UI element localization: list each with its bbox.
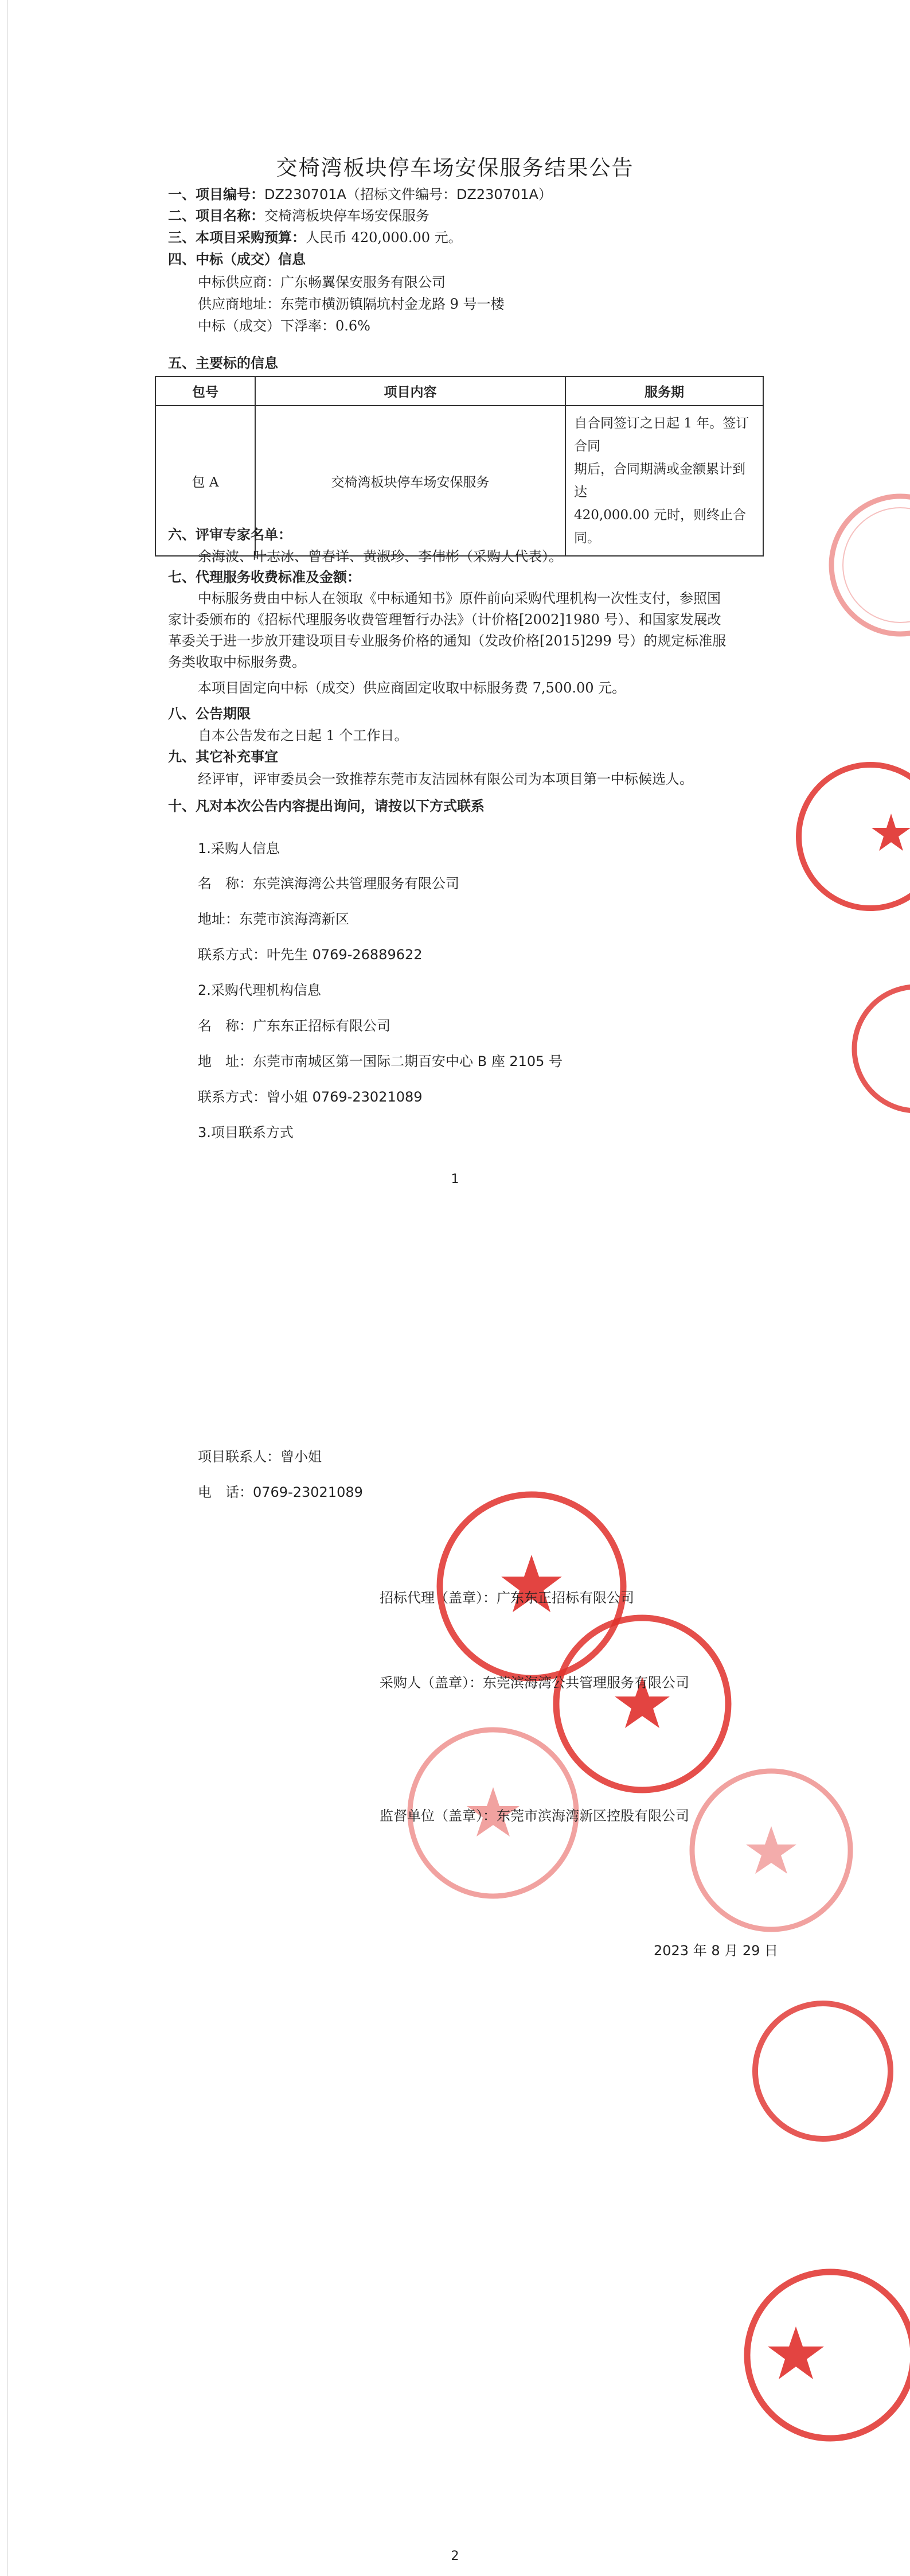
seal-stamp-partial — [790, 756, 910, 917]
scan-edge — [7, 1288, 8, 2576]
package-cell: 包 A — [155, 406, 255, 556]
section-award-heading: 四、中标（成交）信息 — [168, 251, 306, 267]
agency-stamp-line: 招标代理（盖章）：广东东正招标有限公司 — [380, 1590, 634, 1606]
agency-info-heading: 2.采购代理机构信息 — [198, 982, 321, 998]
section-contact-heading: 十、凡对本次公告内容提出询问，请按以下方式联系 — [168, 797, 485, 814]
page-number: 1 — [451, 1172, 459, 1186]
section-items-heading: 五、主要标的信息 — [168, 355, 278, 371]
project-name: 二、项目名称：交椅湾板块停车场安保服务 — [168, 207, 429, 224]
section-experts-heading: 六、评审专家名单： — [168, 526, 292, 543]
fee-amount: 本项目固定向中标（成交）供应商固定收取中标服务费 7,500.00 元。 — [198, 680, 626, 696]
page-number: 2 — [451, 2549, 459, 2563]
purchaser-stamp-line: 采购人（盖章）：东莞滨海湾公共管理服务有限公司 — [380, 1675, 689, 1691]
award-discount-rate: 中标（成交）下浮率：0.6% — [198, 318, 370, 334]
supervisor-stamp-line: 监督单位（盖章）：东莞市滨海湾新区控股有限公司 — [380, 1808, 689, 1824]
seal-stamp-partial — [847, 980, 910, 1118]
purchaser-contact: 联系方式：叶先生 0769-26889622 — [198, 947, 423, 963]
supplement-text: 经评审，评审委员会一致推荐东莞市友洁园林有限公司为本项目第一中标候选人。 — [198, 771, 693, 787]
page-title: 交椅湾板块停车场安保服务结果公告 — [276, 155, 634, 180]
service-period-cell: 自合同签订之日起 1 年。签订合同 期后，合同期满或金额累计到达 420,000.00 元时，则终止合同。 — [565, 406, 763, 556]
seal-stamp-partial — [748, 1997, 897, 2146]
seal-stamp-partial — [826, 491, 910, 640]
announcement-period: 自本公告发布之日起 1 个工作日。 — [198, 727, 408, 744]
agency-address: 地 址：东莞市南城区第一国际二期百安中心 B 座 2105 号 — [198, 1053, 563, 1069]
scan-edge — [7, 0, 8, 1288]
signing-date: 2023 年 8 月 29 日 — [654, 1943, 779, 1959]
agency-contact: 联系方式：曾小姐 0769-23021089 — [198, 1089, 423, 1105]
table-header-cell: 包号 — [155, 376, 255, 406]
purchaser-info-heading: 1.采购人信息 — [198, 840, 280, 857]
section-period-heading: 八、公告期限 — [168, 705, 251, 722]
project-number: 一、项目编号：DZ230701A（招标文件编号：DZ230701A） — [168, 186, 552, 203]
project-contact-phone: 电 话：0769-23021089 — [198, 1484, 363, 1500]
agency-name: 名 称：广东东正招标有限公司 — [198, 1018, 390, 1034]
document-page-2 — [0, 1288, 910, 2576]
section-supplement-heading: 九、其它补充事宜 — [168, 748, 278, 765]
seal-stamp-partial — [739, 2263, 910, 2447]
purchaser-name: 名 称：东莞滨海湾公共管理服务有限公司 — [198, 875, 459, 892]
expert-names: 余海波、叶志冰、曾春详、黄淑珍、李伟彬（采购人代表）。 — [198, 548, 563, 565]
fee-paragraph-line: 中标服务费由中标人在领取《中标通知书》原件前向采购代理机构一次性支付，参照国 — [198, 590, 721, 606]
table-header-cell: 服务期 — [565, 376, 763, 406]
project-contact-person: 项目联系人：曾小姐 — [198, 1449, 322, 1465]
content-cell: 交椅湾板块停车场安保服务 — [255, 406, 565, 556]
section-fee-heading: 七、代理服务收费标准及金额： — [168, 569, 361, 585]
fee-paragraph-line: 家计委颁布的《招标代理服务收费管理暂行办法》（计价格[2002]1980 号）、和国家发展改 — [168, 612, 721, 628]
table-header-row — [155, 376, 763, 406]
fee-paragraph-line: 革委关于进一步放开建设项目专业服务价格的通知（发改价格[2015]299 号）的规定标准服 — [168, 633, 727, 649]
seal-stamp-faded — [685, 1764, 857, 1936]
project-budget: 三、本项目采购预算：人民币 420,000.00 元。 — [168, 229, 462, 246]
table-header-cell: 项目内容 — [255, 376, 565, 406]
award-supplier: 中标供应商：广东畅翼保安服务有限公司 — [198, 274, 446, 290]
project-contact-heading: 3.项目联系方式 — [198, 1124, 294, 1141]
fee-paragraph-line: 务类收取中标服务费。 — [168, 654, 306, 670]
award-supplier-address: 供应商地址：东莞市横沥镇隔坑村金龙路 9 号一楼 — [198, 296, 505, 312]
purchaser-address: 地址：东莞市滨海湾新区 — [198, 911, 349, 927]
